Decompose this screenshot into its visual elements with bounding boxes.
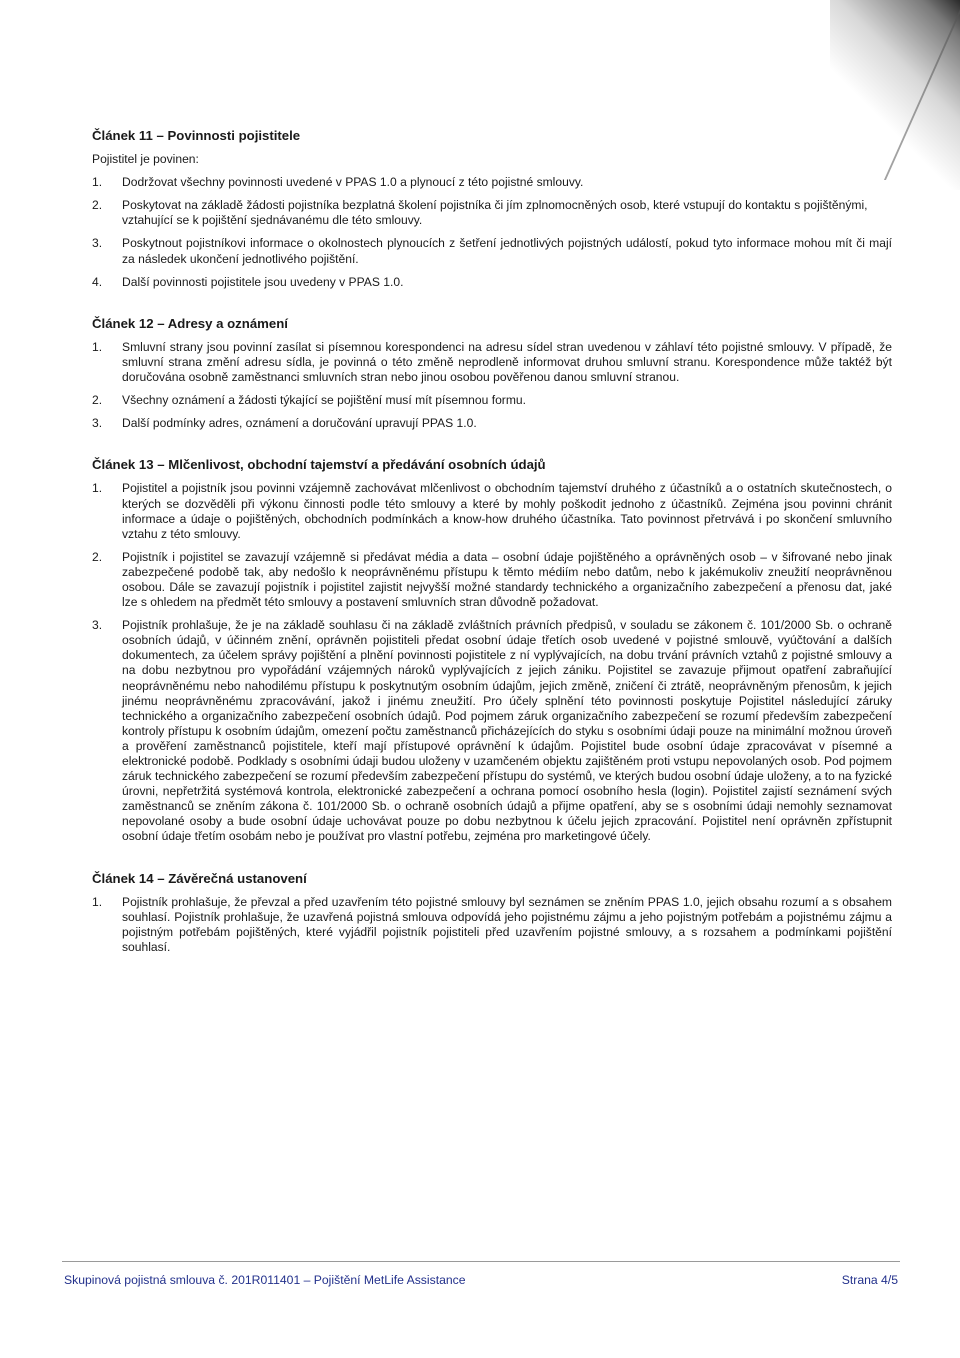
item-text: Všechny oznámení a žádosti týkající se pojištění musí mít písemnou formu.	[122, 393, 526, 408]
item-number: 4.	[92, 274, 103, 289]
article-11-intro: Pojistitel je povinen:	[92, 152, 199, 167]
item-number: 1.	[92, 481, 103, 496]
item-number: 1.	[92, 339, 103, 354]
item-text: Další povinnosti pojistitele jsou uvedeny v PPAS 1.0.	[122, 274, 404, 289]
list-item	[92, 275, 892, 290]
list-item	[92, 416, 892, 431]
article-12	[92, 316, 892, 432]
list-item	[92, 340, 892, 385]
article-14	[92, 871, 892, 955]
item-number: 3.	[92, 618, 103, 633]
item-text: Dodržovat všechny povinnosti uvedené v PPAS 1.0 a plynoucí z této pojistné smlouvy.	[122, 175, 584, 190]
list-item	[92, 198, 892, 228]
item-number: 3.	[92, 416, 103, 431]
item-number: 2.	[92, 198, 103, 213]
list-item	[92, 481, 892, 541]
list-item	[92, 236, 892, 266]
item-number: 1.	[92, 175, 103, 190]
item-text: Pojistník prohlašuje, že je na základě souhlasu či na základě zvláštních právních předpisů, v souladu se zákonem č. 101/2000 Sb. o ochraně osobních údajů, v účinném znění, oprávněn pojistiteli předat osobní údaje třetích osob uvedené v pojistné smlouvě, vyúčtování a dalších dokumentech, za účelem správy pojištění a plnění povinnosti pojistitele z ní vyplývajících, na dobu trvání právních vztahů z pojistné smlouvy a na dobu nezbytnou pro vypořádání vzájemných nároků vyplývajících z jejich zániku. Pojistitel se zavazuje přijmout opatření zabraňující neoprávněnému nebo nahodilému přístupu k poskytnutým osobním údajům, jejich změně, zničení či ztrátě, neoprávněným přenosům, k jejich jinému neoprávněnému zpracovávání, jakož i jinému zneužití. Pro účely splnění této povinnosti poskytuje Pojistitel následující záruky technického a organizačního zabezpečení osobních údajů. Pod pojmem záruk organizačního zabezpečení se rozumí především zabezpečení kontroly přístupu k osobním údajům, omezení počtu zaměstnanců přicházejících do styku s osobními údaji pouze na minimální možnou úroveň a prověření zaměstnanců pojistitele, kteří mají přístupové oprávnění k údajům. Pojistitel bude osobní údaje zpracovávat v písemné a elektronické podobě. Podklady s osobními údaji budou uloženy v uzamčeném objektu zajištěném proti vstupu nepovolaných osob. Pod pojmem záruk technického zabezpečení se rozumí především zabezpečení přístupu do systémů, ve kterých budou osobní údaje uloženy, a to na fyzické úrovni, nepřetržitá systémová kontrola, elektronické zabezpečení a ochrana pomocí osobního hesla (login). Pojistitel zajistí seznámení svých zaměstnanců se zněním zákona č. 101/2000 Sb. o ochraně osobních údajů a přijme opatření, aby se s osobními údaji nemohly seznamovat nepovolané osoby a bude osobní údaje uchovávat pouze po dobu nezbytnou k účelu jejich zpracování. Pojistitel není oprávněn zpřístupnit osobní údaje třetím osobám nebo je používat pro vlastní potřebu, zejména pro marketingové účely.	[122, 618, 892, 844]
article-11-title: Článek 11 – Povinnosti pojistitele	[92, 128, 301, 143]
list-item	[92, 895, 892, 955]
item-text: Poskytnout pojistníkovi informace o okolnostech plynoucích z šetření jednotlivých pojistných událostí, pokud tyto informace mohou mít či mají za následek ukončení jednotlivého pojištění.	[122, 236, 892, 266]
item-number: 2.	[92, 393, 103, 408]
item-text: Další podmínky adres, oznámení a doručování upravují PPAS 1.0.	[122, 416, 477, 431]
article-14-title: Článek 14 – Závěrečná ustanovení	[92, 870, 307, 886]
item-text: Poskytovat na základě žádosti pojistníka bezplatná školení pojistníka či jím zplnomocněných osob, které vstupují do kontaktu s pojištěnými, vztahující se k pojištění sjednávanému dle této smlouvy.	[122, 198, 868, 228]
item-text: Pojistitel a pojistník jsou povinni vzájemně zachovávat mlčenlivost o obchodním tajemství druhého z účastníků a o ostatních skutečnostech, o kterých se dozvěděli při výkonu činnosti podle této smlouvy a které by mohly poškodit jednoho z účastníků. Zejména jsou povinni chránit informace a údaje o pojištěných, obchodních podmínkách a know-how druhého účastníka. Tato povinnost přetrvává i po skončení smluvního vztahu z této smlouvy.	[122, 481, 892, 541]
article-13-title: Článek 13 – Mlčenlivost, obchodní tajemství a předávání osobních údajů	[92, 457, 546, 473]
footer-page-number: Strana 4/5	[841, 1273, 898, 1287]
list-item	[92, 550, 892, 610]
item-number: 2.	[92, 549, 103, 564]
footer-divider	[62, 1261, 900, 1262]
article-13	[92, 457, 892, 844]
item-number: 1.	[92, 894, 103, 909]
list-item	[92, 393, 892, 408]
item-text: Smluvní strany jsou povinní zasílat si písemnou korespondenci na adresu sídel stran uvedenou v záhlaví této pojistné smlouvy. V případě, že smluvní strana změní adresu sídla, je povinná o této změně neprodleně informovat druhou smluvní stranu. Korespondence může taktéž být doručována osobně zaměstnanci smluvních stran nebo jinou osobou pověřenou danou smluvní stranou.	[122, 339, 892, 385]
item-text: Pojistník prohlašuje, že převzal a před uzavřením této pojistné smlouvy byl seznámen se zněním PPAS 1.0, jejich obsahu rozumí a s obsahem souhlasí. Pojistník prohlašuje, že uzavřená pojistná smlouva odpovídá jeho pojistnému zájmu a jeho pojistným potřebám a pojistnému zájmu a pojistným potřebám pojištěných, které vyjádřil pojistník pojistiteli před uzavřením pojistné smlouvy, a s rozsahem a podmínkami pojištění souhlasí.	[122, 894, 892, 954]
footer-contract-label: Skupinová pojistná smlouva č. 201R011401 – Pojištění MetLife Assistance	[64, 1273, 466, 1287]
article-11	[92, 128, 892, 290]
list-item	[92, 618, 892, 844]
item-number: 3.	[92, 236, 103, 251]
item-text: Pojistník i pojistitel se zavazují vzájemně si předávat média a data – osobní údaje pojištěného a oprávněných osob – v šifrované nebo jinak zabezpečené podobě tak, aby nedošlo k neoprávněnému přístupu k těmto médiím nebo datům, nebo k jakémukoliv zneužití neoprávněnou osobou. Dále se zavazují pojistník i pojistitel zajistit nejvyšší možné standardy technického a organizačního zabezpečení a přenosu dat, jaké lze s ohledem na předmět této smlouvy a postavení smluvních stran důvodně požadovat.	[122, 549, 892, 610]
document-body	[92, 128, 892, 981]
article-12-title: Článek 12 – Adresy a oznámení	[92, 315, 288, 331]
list-item	[92, 175, 892, 190]
